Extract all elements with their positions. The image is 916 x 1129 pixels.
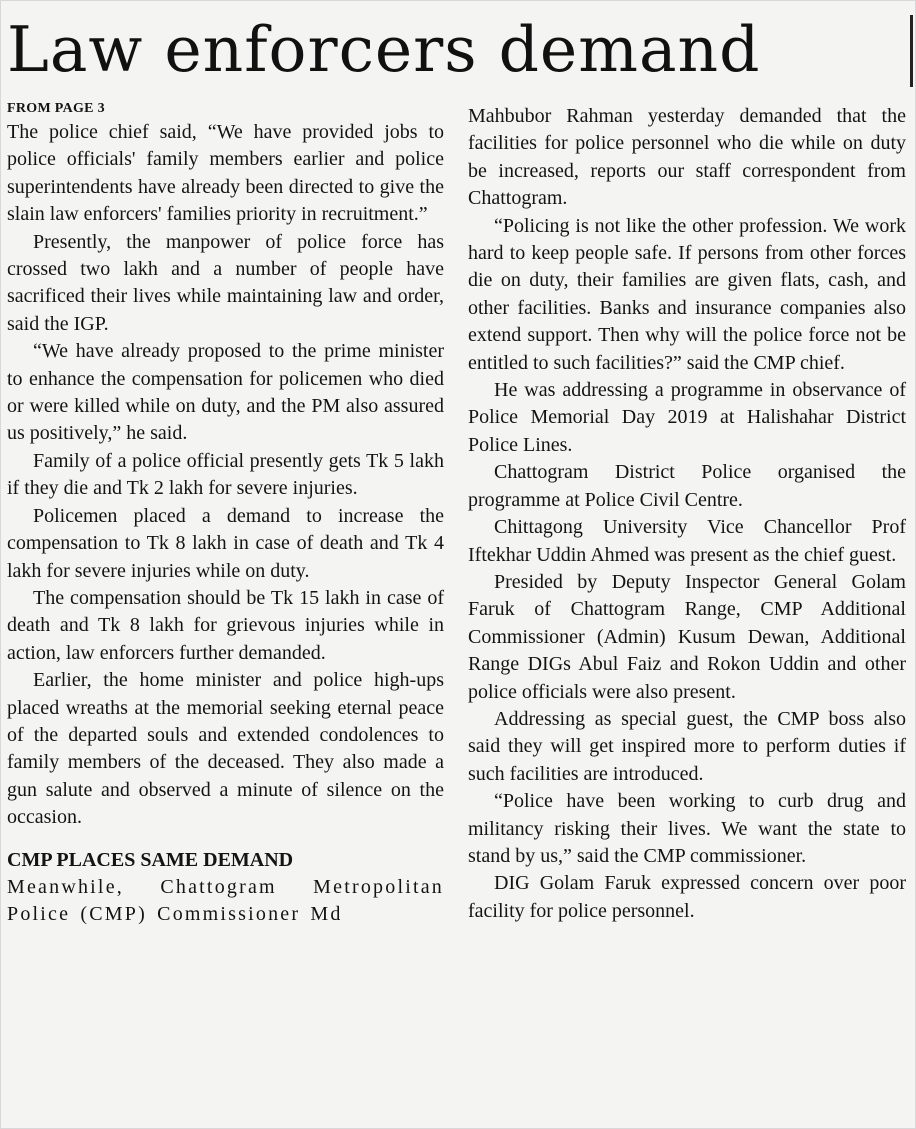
subhead: CMP PLACES SAME DEMAND [7,848,294,871]
paragraph: Addressing as special guest, the CMP boss also said they will get inspired more to perform duties if such facilities are introduced. [468,707,906,785]
paragraph: Meanwhile, Chattogram Metropolitan Police (CMP) Commissioner Md [7,875,444,925]
paragraph: Presided by Deputy Inspector General Golam Faruk of Chattogram Range, CMP Additional Commissioner (Admin) Kusum Dewan, Additional Range DIGs Abul Faiz and Rokon Uddin and other police officials were also present. [468,570,906,703]
paragraph: “Policing is not like the other profession. We work hard to keep people safe. If persons from other forces die on duty, their families are given flats, cash, and other facilities. Banks and insurance companies also extend support. Then why will the police force not be entitled to such facilities?” said the CMP chief. [468,214,906,374]
paragraph: Family of a police official presently gets Tk 5 lakh if they die and Tk 2 lakh for severe injuries. [7,449,444,500]
paragraph: Policemen placed a demand to increase the compensation to Tk 8 lakh in case of death and Tk 4 lakh for severe injuries while on duty. [7,504,444,582]
kicker: FROM PAGE 3 [7,101,105,116]
paragraph: He was addressing a programme in observance of Police Memorial Day 2019 at Halishahar District Police Lines. [468,379,906,456]
paragraph: Chittagong University Vice Chancellor Prof Iftekhar Uddin Ahmed was present as the chief guest. [468,516,906,566]
paragraph: Earlier, the home minister and police high-ups placed wreaths at the memorial seeking eternal peace of the departed souls and extended condolences to family members of the deceased. They also made a gun salute and observed a minute of silence on the occasion. [7,669,444,829]
paragraph: The police chief said, “We have provided jobs to police officials' family members earlier and police superintendents have already been directed to give the slain law enforcers' families priority in recruitment.” [7,121,444,226]
paragraph: The compensation should be Tk 15 lakh in case of death and Tk 8 lakh for grievous injuries while in action, law enforcers further demanded. [7,586,444,664]
paragraph: “We have already proposed to the prime minister to enhance the compensation for policemen who died or were killed while on duty, and the PM also assured us positively,” he said. [7,340,444,445]
headline: Law enforcers demand [7,13,761,86]
paragraph: “Police have been working to curb drug and militancy risking their lives. We want the state to stand by us,” said the CMP commissioner. [468,790,906,867]
paragraph: Presently, the manpower of police force has crossed two lakh and a number of people have sacrificed their lives while maintaining law and order, said the IGP. [7,230,444,335]
article-column-left [7,99,444,928]
column-rule [910,15,913,87]
paragraph: DIG Golam Faruk expressed concern over poor facility for police personnel. [468,872,906,922]
article-column-right [468,103,906,925]
paragraph: Chattogram District Police organised the programme at Police Civil Centre. [468,461,906,511]
paragraph: Mahbubor Rahman yesterday demanded that the facilities for police personnel who die while on duty be increased, reports our staff correspondent from Chattogram. [468,105,906,210]
